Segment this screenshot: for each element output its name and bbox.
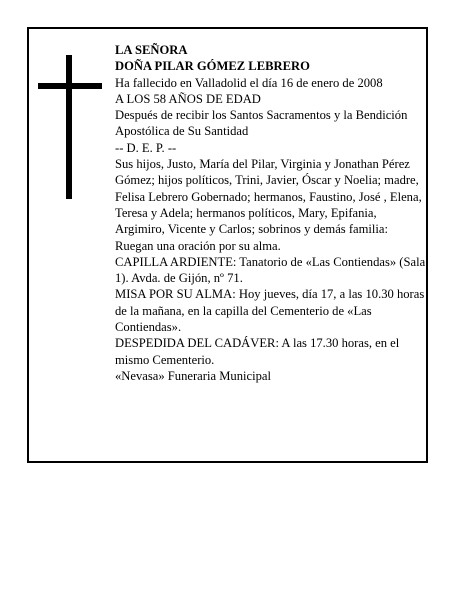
cross-horizontal-bar [38,83,102,89]
cross-icon [38,55,102,199]
deceased-name: DOÑA PILAR GÓMEZ LEBRERO [115,59,310,74]
family-list: Sus hijos, Justo, María del Pilar, Virginia y Jonathan Pérez Gómez; hijos políticos, Trini, Javier, Óscar y Noelia; madre, Felisa Lebrero Gobernado; hermanos, Faustino, José , Elena, Teresa y Adela; hermanos políticos, Mary, Epifania, Argimiro, Vicente y Carlos; sobrinos y demás familia: [115,157,422,237]
age-line: A LOS 58 AÑOS DE EDAD [115,91,261,106]
prayer-line: Ruegan una oración por su alma. [115,238,281,253]
chapel-info: CAPILLA ARDIENTE: Tanatorio de «Las Contiendas» (Sala 1). Avda. de Gijón, nº 71. [115,254,426,286]
sacraments-line: Después de recibir los Santos Sacramentos y la Bendición Apostólica de Su Santidad [115,108,408,139]
notice-text [115,42,427,384]
cross-vertical-bar [66,55,72,199]
funeral-home: «Nevasa» Funeraria Municipal [115,368,271,383]
farewell-info: DESPEDIDA DEL CADÁVER: A las 17.30 horas, en el mismo Cementerio. [115,336,400,367]
mass-info: MISA POR SU ALMA: Hoy jueves, día 17, a las 10.30 horas de la mañana, en la capilla del Cementerio de «Las Contiendas». [115,287,425,335]
obituary-notice [27,27,428,463]
dep-line: -- D. E. P. -- [115,140,177,155]
notice-title: LA SEÑORA [115,43,188,57]
death-line: Ha fallecido en Valladolid el día 16 de enero de 2008 [115,75,383,90]
